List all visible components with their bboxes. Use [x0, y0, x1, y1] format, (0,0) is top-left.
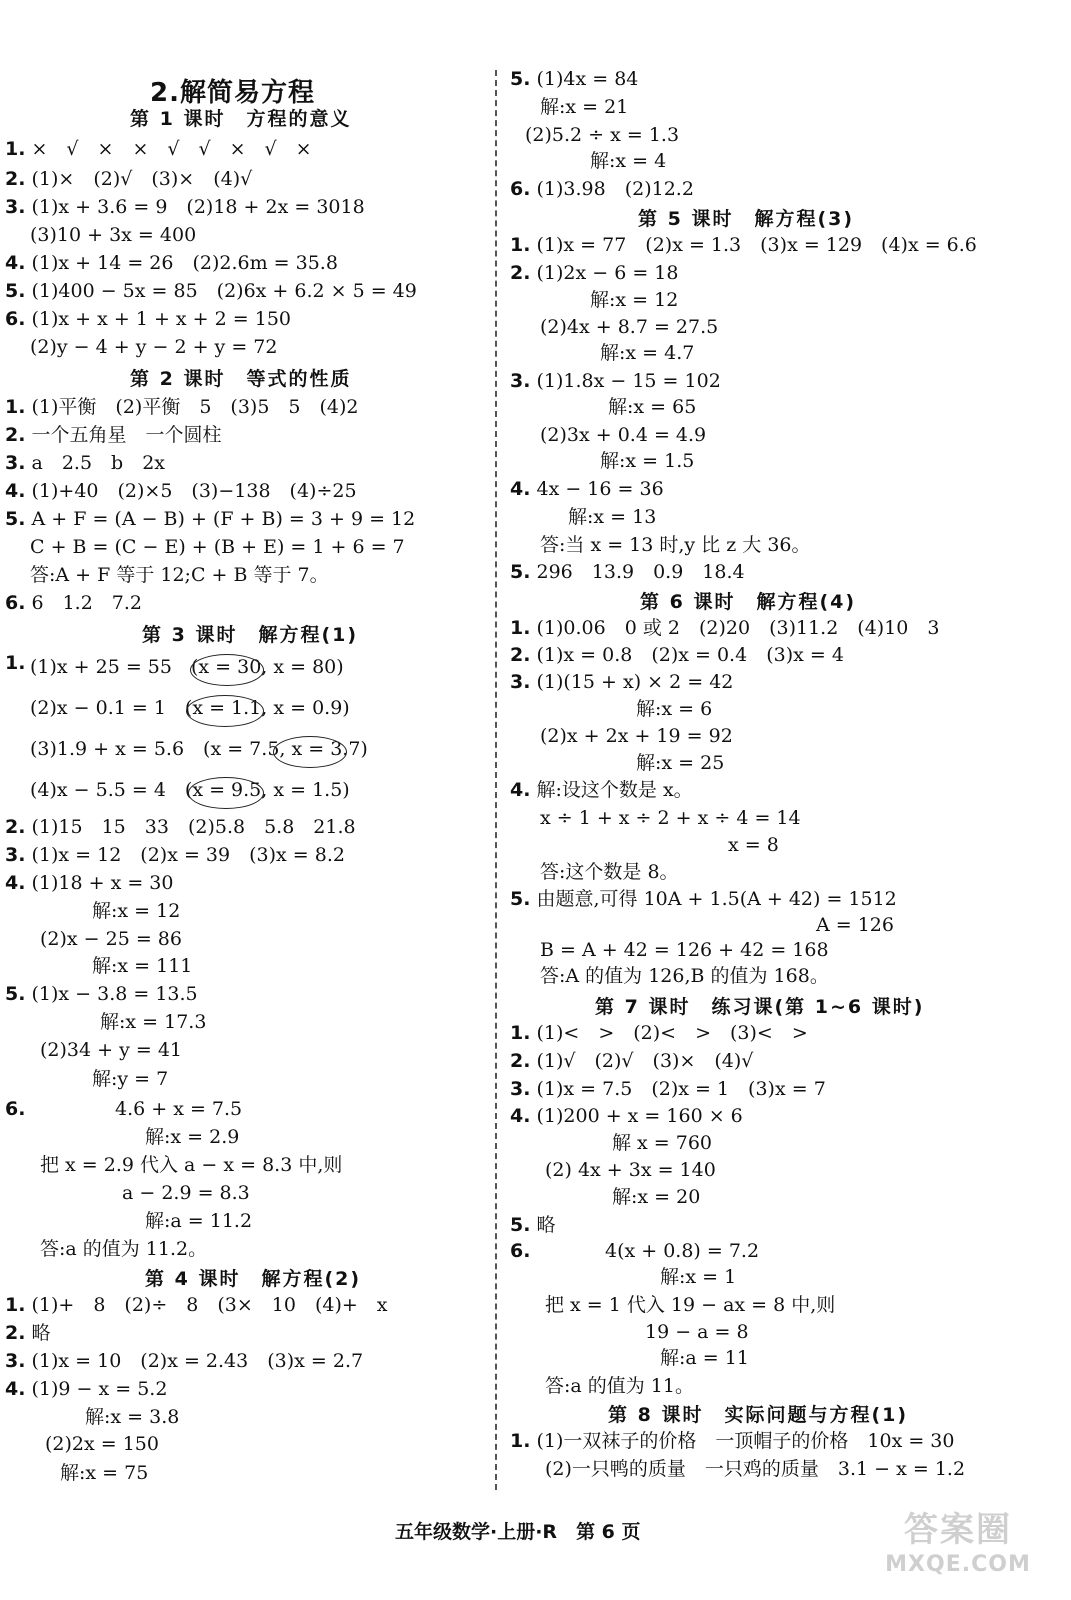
- question-number: 2.: [510, 644, 531, 666]
- answer-line: [510, 66, 638, 92]
- question-number: 1.: [5, 396, 26, 418]
- lesson-heading: [608, 1400, 908, 1427]
- answer-line: [540, 532, 811, 558]
- page-footer: 五年级数学·上册·R 第 6 页: [395, 1521, 641, 1543]
- answer-line: [545, 1157, 716, 1183]
- answer-line: [510, 1048, 753, 1074]
- answer-text: (1)+ 8 (2)÷ 8 (3× 10 (4)+ x: [31, 1294, 388, 1316]
- question-number: 1.: [5, 138, 26, 160]
- answer-text: (1)x + x + 1 + x + 2 = 150: [31, 308, 291, 330]
- answer-line: [5, 478, 357, 504]
- answer-text: (1)18 + x = 30: [31, 872, 174, 894]
- answer-text: 把 x = 1 代入 19 − ax = 8 中,则: [545, 1294, 836, 1316]
- question-number: 1.: [5, 652, 26, 674]
- answer-line: [5, 394, 359, 420]
- heading-text: 第 8 课时 实际问题与方程(1): [608, 1404, 909, 1426]
- answer-text: (1)x + 3.6 = 9 (2)18 + 2x = 3018: [31, 196, 365, 218]
- answer-line: [5, 870, 173, 896]
- watermark-logo: [863, 1508, 1053, 1588]
- answer-text: (1)3.98 (2)12.2: [536, 178, 694, 200]
- answer-line: [510, 886, 897, 912]
- answer-line: [636, 696, 712, 722]
- question-number: 5.: [5, 280, 26, 302]
- answer-line: [605, 1238, 759, 1264]
- answer-text: 解:x = 12: [92, 900, 181, 922]
- question-number: 1.: [510, 234, 531, 256]
- answer-text: (2)2x = 150: [45, 1433, 159, 1455]
- answer-text: 解:x = 111: [92, 955, 193, 977]
- answer-line: [5, 250, 338, 276]
- answer-line: [5, 1376, 167, 1402]
- answer-text: 解:x = 75: [60, 1462, 149, 1484]
- answer-text: 19 − a = 8: [645, 1321, 749, 1343]
- answer-text: 答:a 的值为 11.2。: [40, 1238, 208, 1260]
- answer-line: [545, 1456, 965, 1482]
- question-number: 1.: [510, 617, 531, 639]
- answer-text: 答:A 的值为 126,B 的值为 168。: [540, 965, 829, 987]
- answer-line: [60, 1460, 148, 1486]
- answer-text: (2)y − 4 + y − 2 + y = 72: [30, 336, 278, 358]
- answer-line: [115, 1096, 242, 1122]
- question-number: 2.: [5, 816, 26, 838]
- answer-line: [600, 448, 694, 474]
- answer-line: [40, 926, 182, 952]
- answer-text: (1)1.8x − 15 = 102: [536, 370, 721, 392]
- answer-text: (1)2x − 6 = 18: [536, 262, 679, 284]
- answer-text: 4(x + 0.8) = 7.2: [605, 1240, 760, 1262]
- answer-circle: [273, 736, 347, 768]
- heading-text: 第 7 课时 练习课(第 1~6 课时): [595, 996, 925, 1018]
- answer-text: 解:x = 13: [568, 506, 657, 528]
- answer-line: [5, 981, 198, 1007]
- answer-line: [525, 122, 679, 148]
- answer-text: (2)x + 2x + 19 = 92: [540, 725, 733, 747]
- answer-line: [510, 476, 664, 502]
- answer-line: [45, 1431, 159, 1457]
- answer-line: [122, 1180, 250, 1206]
- answer-line: [510, 1076, 826, 1102]
- answer-text: 解:x = 6: [636, 698, 713, 720]
- answer-text: (2)4x + 8.7 = 27.5: [540, 316, 719, 338]
- question-number: 5.: [5, 983, 26, 1005]
- answer-line: [5, 278, 417, 304]
- answer-text: (1)平衡 (2)平衡 5 (3)5 5 (4)2: [31, 396, 359, 418]
- heading-text: 第 1 课时 方程的意义: [130, 108, 352, 130]
- question-number: 5.: [510, 561, 531, 583]
- answer-line: [510, 1212, 556, 1238]
- answer-line: [510, 1020, 808, 1046]
- answer-text: 4.6 + x = 7.5: [115, 1098, 243, 1120]
- answer-line: [40, 1236, 207, 1262]
- question-number: 2.: [5, 424, 26, 446]
- question-number: 4.: [510, 779, 531, 801]
- answer-text: (2) 4x + 3x = 140: [545, 1159, 716, 1181]
- answer-line: [510, 777, 693, 803]
- answer-text: 解:x = 65: [608, 396, 697, 418]
- answer-text: (1)x + 25 = 55 (x = 30, x = 80): [30, 656, 344, 678]
- answer-line: [5, 166, 252, 192]
- answer-text: 解:x = 1: [660, 1266, 737, 1288]
- answer-text: (1)4x = 84: [536, 68, 639, 90]
- answer-text: (2)x − 0.1 = 1 (x = 1.1, x = 0.9): [30, 697, 350, 719]
- answer-line: [612, 1184, 700, 1210]
- answer-text: 把 x = 2.9 代入 a − x = 8.3 中,则: [40, 1154, 343, 1176]
- answer-line: [5, 422, 222, 448]
- question-number: 3.: [5, 844, 26, 866]
- answer-line: [100, 1009, 206, 1035]
- answer-text: 解 x = 760: [612, 1132, 713, 1154]
- answer-line: [5, 842, 345, 868]
- answer-line: [545, 1373, 694, 1399]
- answer-line: [540, 937, 829, 963]
- answer-text: 答:这个数是 8。: [540, 861, 679, 883]
- answer-text: 296 13.9 0.9 18.4: [536, 561, 745, 583]
- question-number: 2.: [510, 1050, 531, 1072]
- answer-text: 解:x = 4.7: [600, 342, 695, 364]
- question-number: 3.: [5, 1350, 26, 1372]
- answer-line: [5, 1320, 51, 1346]
- answer-line: [510, 368, 721, 394]
- answer-text: 解:a = 11: [660, 1347, 749, 1369]
- question-number: 5.: [5, 508, 26, 530]
- question-number: 4.: [5, 480, 26, 502]
- answer-line: [510, 176, 694, 202]
- question-number: 3.: [5, 452, 26, 474]
- answer-line: [510, 1238, 537, 1264]
- answer-text: (1)0.06 0 或 2 (2)20 (3)11.2 (4)10 3: [536, 617, 940, 639]
- answer-line: [40, 1152, 342, 1178]
- question-number: 5.: [510, 1214, 531, 1236]
- answer-line: [5, 590, 142, 616]
- answer-text: (1)200 + x = 160 × 6: [536, 1105, 743, 1127]
- answer-line: [92, 1066, 168, 1092]
- answer-text: x = 8: [728, 834, 779, 856]
- answer-text: 答:a 的值为 11。: [545, 1375, 694, 1397]
- answer-circle: [188, 777, 264, 809]
- answer-text: (2)3x + 0.4 = 4.9: [540, 424, 707, 446]
- answer-text: 一个五角星 一个圆柱: [31, 424, 222, 446]
- question-number: 4.: [5, 872, 26, 894]
- lesson-heading: [142, 620, 358, 647]
- column-divider: [495, 70, 497, 1490]
- answer-text: 答:A + F 等于 12;C + B 等于 7。: [30, 564, 329, 586]
- answer-line: [30, 534, 405, 560]
- heading-text: 第 5 课时 解方程(3): [638, 208, 855, 230]
- question-number: 4.: [510, 1105, 531, 1127]
- answer-line: [540, 805, 801, 831]
- answer-text: 解:a = 11.2: [145, 1210, 253, 1232]
- answer-line: [568, 504, 656, 530]
- answer-text: A = 126: [816, 914, 894, 936]
- answer-text: (1)400 − 5x = 85 (2)6x + 6.2 × 5 = 49: [31, 280, 417, 302]
- watermark-url: MXQE.COM: [885, 1552, 1031, 1577]
- answer-text: (1)× (2)√ (3)× (4)√: [31, 168, 253, 190]
- answer-line: [510, 1103, 743, 1129]
- answer-line: [540, 963, 829, 989]
- answer-line: [540, 723, 733, 749]
- answer-text: 解:x = 3.8: [85, 1406, 180, 1428]
- watermark-text: 答案圈: [904, 1510, 1012, 1550]
- answer-line: [590, 148, 666, 174]
- answer-line: [5, 194, 365, 220]
- answer-text: 略: [536, 1214, 556, 1236]
- answer-line: [5, 306, 291, 332]
- answer-text: B = A + 42 = 126 + 42 = 168: [540, 939, 829, 961]
- heading-text: 第 6 课时 解方程(4): [640, 591, 857, 613]
- answer-line: [5, 1292, 388, 1318]
- answer-text: (2)34 + y = 41: [40, 1039, 182, 1061]
- heading-text: 第 4 课时 解方程(2): [145, 1268, 362, 1290]
- answer-text: 解:y = 7: [92, 1068, 169, 1090]
- answer-text: 解:设这个数是 x。: [536, 779, 693, 801]
- lesson-heading: [130, 104, 351, 131]
- answer-line: [5, 814, 356, 840]
- answer-text: (1)x = 10 (2)x = 2.43 (3)x = 2.7: [31, 1350, 364, 1372]
- question-number: 3.: [5, 196, 26, 218]
- answer-line: [510, 232, 977, 258]
- question-number: 3.: [510, 370, 531, 392]
- answer-text: 解:x = 4: [590, 150, 667, 172]
- answer-line: [636, 750, 724, 776]
- answer-line: [30, 654, 344, 680]
- answer-text: (1)x − 3.8 = 13.5: [31, 983, 198, 1005]
- answer-line: [510, 1428, 954, 1454]
- answer-line: [145, 1124, 239, 1150]
- answer-line: [540, 314, 718, 340]
- answer-text: (1)+40 (2)×5 (3)−138 (4)÷25: [31, 480, 357, 502]
- answer-line: [40, 1037, 182, 1063]
- question-number: 3.: [510, 1078, 531, 1100]
- lesson-heading: [145, 1264, 361, 1291]
- answer-line: [510, 260, 678, 286]
- answer-text: C + B = (C − E) + (B + E) = 1 + 6 = 7: [30, 536, 405, 558]
- lesson-heading: [595, 992, 924, 1019]
- answer-text: a − 2.9 = 8.3: [122, 1182, 250, 1204]
- answer-text: 解:x = 12: [590, 289, 679, 311]
- answer-text: (4)x − 5.5 = 4 (x = 9.5, x = 1.5): [30, 779, 350, 801]
- answer-line: [5, 650, 32, 676]
- answer-line: [660, 1264, 736, 1290]
- answer-line: [612, 1130, 712, 1156]
- answer-text: (3)1.9 + x = 5.6 (x = 7.5, x = 3.7): [30, 738, 368, 760]
- answer-text: 由题意,可得 10A + 1.5(A + 42) = 1512: [536, 888, 897, 910]
- answer-text: a 2.5 b 2x: [31, 452, 166, 474]
- answer-line: [5, 506, 415, 532]
- answer-text: × √ × × √ √ × √ ×: [31, 138, 312, 160]
- question-number: 6.: [5, 308, 26, 330]
- answer-text: 6 1.2 7.2: [31, 592, 143, 614]
- answer-line: [645, 1319, 749, 1345]
- answer-circle: [190, 654, 264, 686]
- answer-line: [85, 1404, 179, 1430]
- lesson-heading: [130, 364, 351, 391]
- question-number: 6.: [510, 1240, 531, 1262]
- heading-text: 第 2 课时 等式的性质: [130, 368, 352, 390]
- answer-line: [92, 898, 180, 924]
- answer-text: (2)5.2 ÷ x = 1.3: [525, 124, 680, 146]
- answer-line: [728, 832, 779, 858]
- answer-text: (1)(15 + x) × 2 = 42: [536, 671, 734, 693]
- answer-line: [510, 559, 745, 585]
- answer-line: [540, 859, 679, 885]
- question-number: 6.: [510, 178, 531, 200]
- question-number: 6.: [5, 592, 26, 614]
- answer-text: (2)一只鸭的质量 一只鸡的质量 3.1 − x = 1.2: [545, 1458, 966, 1480]
- answer-text: 答:当 x = 13 时,y 比 z 大 36。: [540, 534, 811, 556]
- answer-line: [145, 1208, 252, 1234]
- answer-line: [510, 669, 733, 695]
- page-title: 2.解简易方程: [150, 78, 315, 108]
- answer-text: (2)x − 25 = 86: [40, 928, 182, 950]
- question-number: 1.: [510, 1430, 531, 1452]
- answer-text: 略: [31, 1322, 51, 1344]
- answer-text: (1)x = 77 (2)x = 1.3 (3)x = 129 (4)x = 6.6: [536, 234, 977, 256]
- answer-text: (1)x = 12 (2)x = 39 (3)x = 8.2: [31, 844, 345, 866]
- answer-text: (1)< > (2)< > (3)< >: [536, 1022, 808, 1044]
- question-number: 5.: [510, 68, 531, 90]
- answer-line: [600, 340, 694, 366]
- question-number: 1.: [5, 1294, 26, 1316]
- answer-text: (1)x = 7.5 (2)x = 1 (3)x = 7: [536, 1078, 826, 1100]
- answer-text: 解:x = 25: [636, 752, 725, 774]
- question-number: 4.: [5, 1378, 26, 1400]
- answer-line: [545, 1292, 835, 1318]
- answer-line: [816, 912, 894, 938]
- answer-text: 解:x = 21: [540, 96, 629, 118]
- answer-line: [5, 1348, 363, 1374]
- answer-line: [510, 642, 844, 668]
- question-number: 2.: [510, 262, 531, 284]
- answer-line: [660, 1345, 749, 1371]
- answer-line: [540, 422, 706, 448]
- question-number: 2.: [5, 168, 26, 190]
- answer-text: 解:x = 17.3: [100, 1011, 207, 1033]
- answer-text: 4x − 16 = 36: [536, 478, 664, 500]
- answer-line: [5, 136, 312, 162]
- answer-text: (1)9 − x = 5.2: [31, 1378, 168, 1400]
- question-number: 5.: [510, 888, 531, 910]
- answer-line: [510, 615, 939, 641]
- answer-line: [608, 394, 696, 420]
- answer-line: [30, 334, 277, 360]
- answer-line: [5, 1096, 32, 1122]
- question-number: 2.: [5, 1322, 26, 1344]
- answer-text: (1)15 15 33 (2)5.8 5.8 21.8: [31, 816, 356, 838]
- answer-text: 解:x = 1.5: [600, 450, 695, 472]
- answer-text: 解:x = 2.9: [145, 1126, 240, 1148]
- answer-line: [540, 94, 628, 120]
- lesson-heading: [640, 587, 856, 614]
- answer-line: [30, 222, 196, 248]
- answer-text: x ÷ 1 + x ÷ 2 + x ÷ 4 = 14: [540, 807, 801, 829]
- answer-line: [30, 562, 329, 588]
- answer-text: (3)10 + 3x = 400: [30, 224, 197, 246]
- lesson-heading: [638, 204, 854, 231]
- answer-line: [5, 450, 165, 476]
- answer-line: [92, 953, 192, 979]
- answer-text: (1)x = 0.8 (2)x = 0.4 (3)x = 4: [536, 644, 844, 666]
- answer-text: 解:x = 20: [612, 1186, 701, 1208]
- question-number: 3.: [510, 671, 531, 693]
- question-number: 1.: [510, 1022, 531, 1044]
- answer-text: (1)x + 14 = 26 (2)2.6m = 35.8: [31, 252, 338, 274]
- answer-text: (1)一双袜子的价格 一顶帽子的价格 10x = 30: [536, 1430, 955, 1452]
- heading-text: 第 3 课时 解方程(1): [142, 624, 359, 646]
- question-number: 6.: [5, 1098, 26, 1120]
- answer-text: A + F = (A − B) + (F + B) = 3 + 9 = 12: [31, 508, 416, 530]
- answer-text: (1)√ (2)√ (3)× (4)√: [536, 1050, 754, 1072]
- question-number: 4.: [510, 478, 531, 500]
- answer-circle: [186, 695, 264, 727]
- answer-line: [590, 287, 678, 313]
- question-number: 4.: [5, 252, 26, 274]
